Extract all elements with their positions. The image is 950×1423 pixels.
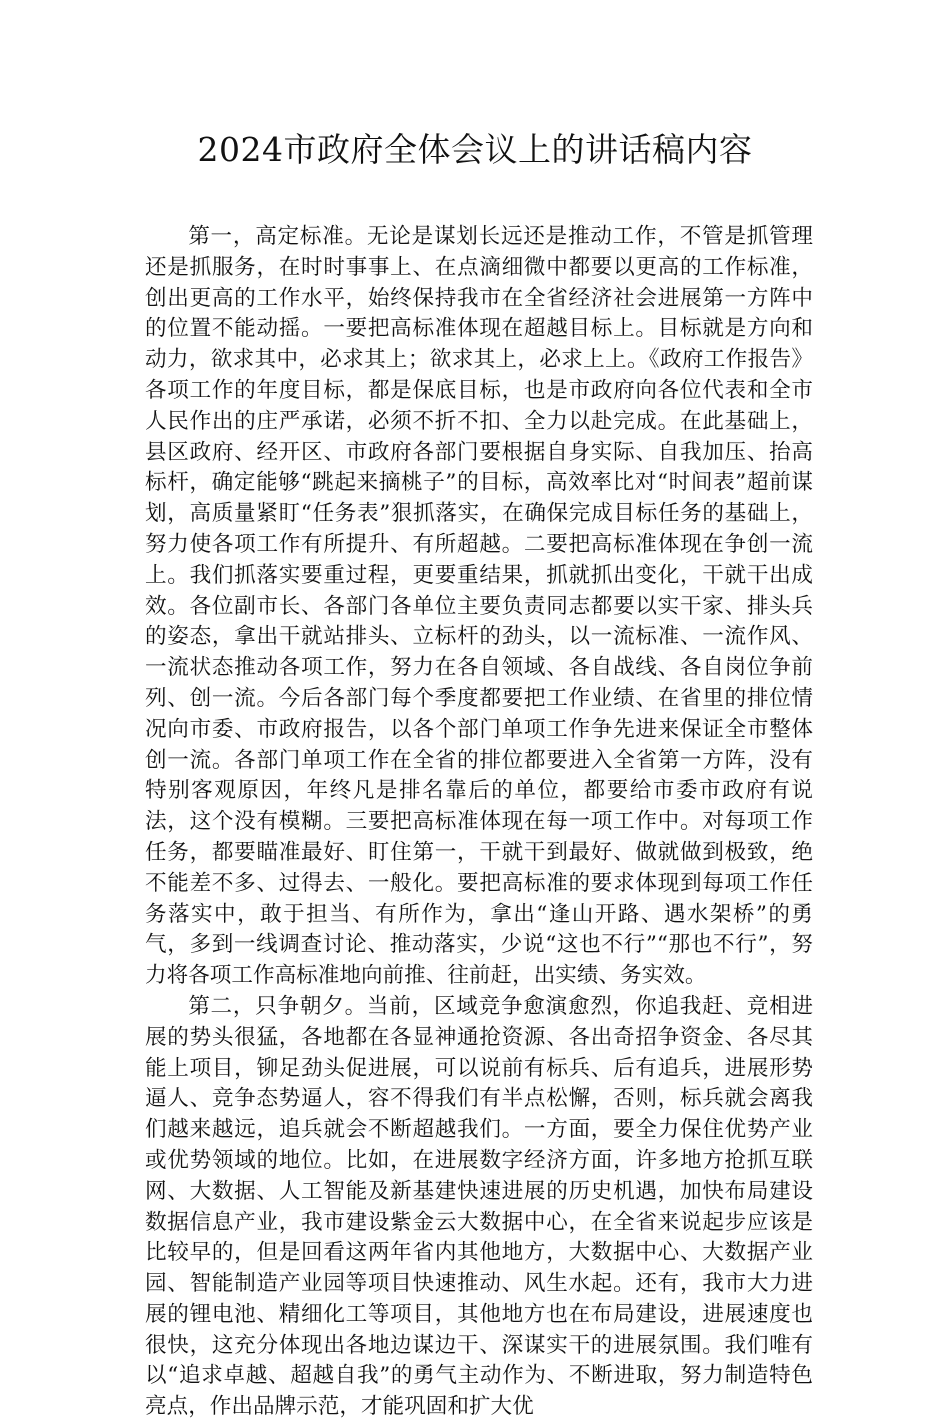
document-body [145,222,813,1423]
paragraph-1: 第一，高定标准。无论是谋划长远还是推动工作，不管是抓管理还是抓服务，在时时事事上、在点滴细微中都要以更高的工作标准，创出更高的工作水平，始终保持我市在全省经济社会进展第一方阵中的位置不能动摇。一要把高标准体现在超越目标上。目标就是方向和动力，欲求其中，必求其上；欲求其上，必求上上。《政府工作报告》各项工作的年度目标，都是保底目标，也是市政府向各位代表和全市人民作出的庄严承诺，必须不折不扣、全力以赴完成。在此基础上，县区政府、经开区、市政府各部门要根据自身实际、自我加压、抬高标杆，确定能够“跳起来摘桃子”的目标，高效率比对“时间表”超前谋划，高质量紧盯“任务表”狠抓落实，在确保完成目标任务的基础上，努力使各项工作有所提升、有所超越。二要把高标准体现在争创一流上。我们抓落实要重过程，更要重结果，抓就抓出变化，干就干出成效。各位副市长、各部门各单位主要负责同志都要以实干家、排头兵的姿态，拿出干就站排头、立标杆的劲头，以一流标准、一流作风、一流状态推动各项工作，努力在各自领域、各自战线、各自岗位争前列、创一流。今后各部门每个季度都要把工作业绩、在省里的排位情况向市委、市政府报告，以各个部门单项工作争先进来保证全市整体创一流。各部门单项工作在全省的排位都要进入全省第一方阵，没有特别客观原因，年终凡是排名靠后的单位，都要给市委市政府有说法，这个没有模糊。三要把高标准体现在每一项工作中。对每项工作任务，都要瞄准最好、盯住第一，干就干到最好、做就做到极致，绝不能差不多、过得去、一般化。要把高标准的要求体现到每项工作任务落实中，敢于担当、有所作为，拿出“逢山开路、遇水架桥”的勇气，多到一线调查讨论、推动落实，少说“这也不行”“那也不行”，努力将各项工作高标准地向前推、往前赶，出实绩、务实效。 [145,224,813,989]
paragraph-2: 第二，只争朝夕。当前，区域竞争愈演愈烈，你追我赶、竞相进展的势头很猛，各地都在各显神通抢资源、各出奇招争资金、各尽其能上项目，铆足劲头促进展，可以说前有标兵、后有追兵，进展形势逼人、竞争态势逼人，容不得我们有半点松懈，否则，标兵就会离我们越来越远，追兵就会不断超越我们。一方面，要全力保住优势产业或优势领域的地位。比如，在进展数字经济方面，许多地方抢抓互联网、大数据、人工智能及新基建快速进展的历史机遇，加快布局建设数据信息产业，我市建设紫金云大数据中心，在全省来说起步应该是比较早的，但是回看这两年省内其他地方，大数据中心、大数据产业园、智能制造产业园等项目快速推动、风生水起。还有，我市大力进展的锂电池、精细化工等项目，其他地方也在布局建设，进展速度也很快，这充分体现出各地边谋边干、深谋实干的进展氛围。我们唯有以“追求卓越、超越自我”的勇气主动作为、不断进取，努力制造特色亮点，作出品牌示范，才能巩固和扩大优 [145,993,813,1420]
document-title: 2024市政府全体会议上的讲话稿内容 [197,130,753,169]
